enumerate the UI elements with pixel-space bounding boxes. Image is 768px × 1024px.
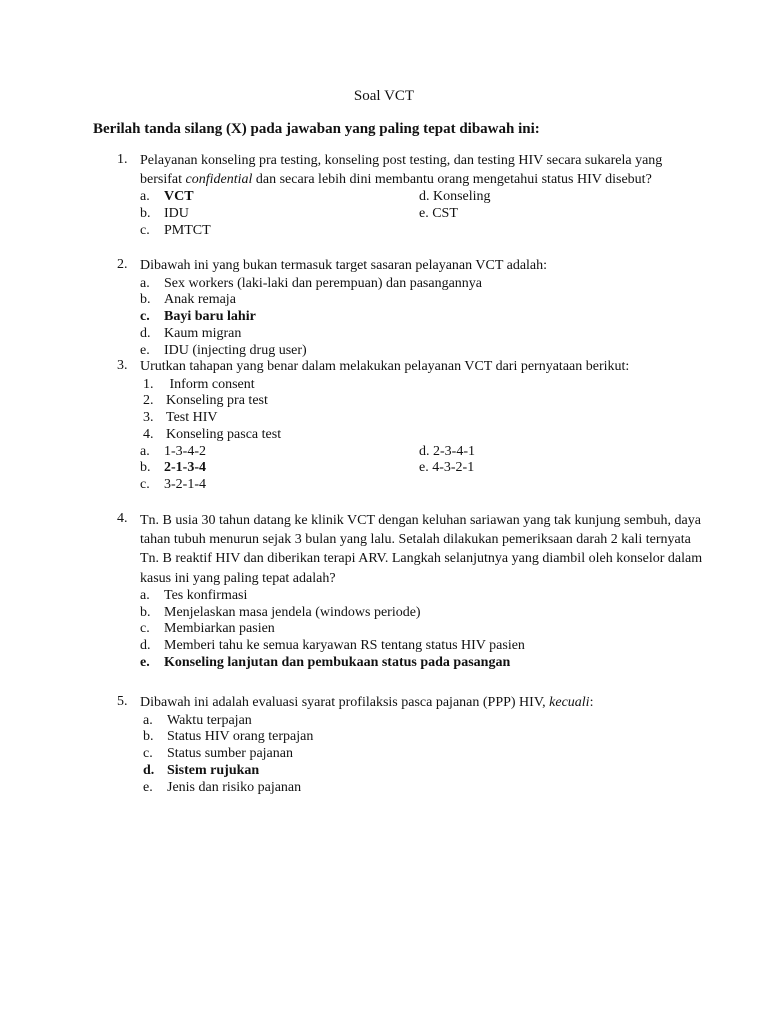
page-title: Soal VCT bbox=[353, 88, 415, 104]
step-text: Konseling pasca test bbox=[166, 426, 282, 442]
step-text: Inform consent bbox=[166, 376, 255, 392]
option-label: b. bbox=[143, 729, 154, 745]
option-label: d. bbox=[140, 638, 151, 654]
option-c[interactable] bbox=[140, 309, 707, 326]
step-item bbox=[140, 377, 707, 394]
option-text: IDU bbox=[164, 205, 189, 221]
option-text: Sistem rujukan bbox=[167, 762, 260, 778]
option-text: Membiarkan pasien bbox=[164, 621, 275, 637]
option-a[interactable] bbox=[140, 189, 707, 206]
option-e[interactable]: e. 4-3-2-1 bbox=[419, 460, 475, 476]
option-label: a. bbox=[140, 189, 150, 204]
option-text: Status HIV orang terpajan bbox=[167, 729, 314, 745]
option-d[interactable] bbox=[140, 638, 707, 655]
step-text: Test HIV bbox=[166, 410, 218, 426]
option-e[interactable] bbox=[140, 780, 707, 797]
option-label: d. bbox=[140, 325, 151, 341]
option-c[interactable] bbox=[140, 621, 707, 638]
option-text: Waktu terpajan bbox=[167, 712, 252, 728]
option-e[interactable]: e. CST bbox=[419, 205, 458, 221]
option-label: b. bbox=[140, 292, 151, 308]
question-stem bbox=[140, 694, 707, 713]
stem-italic: confidential bbox=[185, 171, 253, 187]
stem-italic: kecuali bbox=[549, 695, 590, 710]
option-label: e. bbox=[143, 779, 153, 795]
option-label: b. bbox=[140, 460, 151, 476]
step-label: 4. bbox=[143, 426, 154, 442]
question-number: 5. bbox=[117, 694, 128, 709]
option-c[interactable] bbox=[140, 477, 707, 494]
step-item bbox=[140, 427, 707, 444]
option-label: c. bbox=[140, 621, 150, 637]
option-a[interactable] bbox=[140, 588, 707, 605]
option-label: c. bbox=[140, 309, 150, 325]
step-text: Konseling pra test bbox=[166, 393, 268, 409]
option-a[interactable] bbox=[140, 276, 707, 293]
stem-text: : bbox=[589, 695, 594, 710]
option-text: Tes konfirmasi bbox=[164, 587, 248, 603]
option-d[interactable]: d. 2-3-4-1 bbox=[419, 443, 475, 459]
options bbox=[140, 588, 707, 672]
option-label: e. bbox=[140, 655, 150, 670]
option-text: Bayi baru lahir bbox=[164, 309, 256, 325]
option-text: IDU (injecting drug user) bbox=[164, 342, 307, 358]
step-item bbox=[140, 393, 707, 410]
option-text: Jenis dan risiko pajanan bbox=[167, 779, 302, 795]
options bbox=[140, 189, 707, 239]
question-stem bbox=[140, 152, 707, 189]
stem-text: Pelayanan konseling pra testing, konseling post testing, dan testing HIV secara sukarela yang bersifat bbox=[140, 153, 663, 187]
question-number: 4. bbox=[117, 511, 128, 526]
option-label: d. bbox=[143, 762, 155, 778]
option-b[interactable] bbox=[140, 292, 707, 309]
option-a[interactable] bbox=[140, 713, 707, 730]
question-2 bbox=[117, 257, 707, 359]
option-label: a. bbox=[143, 712, 153, 728]
option-text: 3-2-1-4 bbox=[164, 477, 206, 493]
option-label: a. bbox=[140, 275, 150, 291]
option-text: PMTCT bbox=[164, 222, 211, 238]
option-text: Status sumber pajanan bbox=[167, 746, 293, 762]
step-label: 3. bbox=[143, 410, 154, 426]
options bbox=[140, 444, 707, 494]
option-b[interactable] bbox=[140, 460, 707, 477]
question-stem: Tn. B usia 30 tahun datang ke klinik VCT dengan keluhan sariawan yang tak kunjung sembuh, daya tahan tubuh menurun sejak 3 bulan yang lalu. Setalah dilakukan pemeriksaan darah 2 kali ternyata Tn. B reaktif HIV dan diberikan terapi ARV. Langkah selanjutnya yang diambil oleh konselor dalam kasus ini yang paling tepat adalah? bbox=[140, 513, 703, 586]
option-text: Konseling lanjutan dan pembukaan status pada pasangan bbox=[164, 655, 511, 670]
question-4 bbox=[117, 511, 707, 672]
options bbox=[140, 713, 707, 797]
option-label: a. bbox=[140, 443, 150, 459]
option-c[interactable] bbox=[140, 223, 707, 240]
option-label: b. bbox=[140, 604, 151, 620]
option-text: 1-3-4-2 bbox=[164, 443, 206, 459]
option-text: Memberi tahu ke semua karyawan RS tentang status HIV pasien bbox=[164, 638, 525, 654]
option-label: c. bbox=[140, 222, 150, 238]
option-label: b. bbox=[140, 205, 151, 221]
option-text: Kaum migran bbox=[164, 325, 242, 341]
option-text: VCT bbox=[164, 189, 194, 204]
option-d[interactable]: d. Konseling bbox=[419, 189, 491, 204]
option-label: c. bbox=[143, 746, 153, 762]
option-e[interactable] bbox=[140, 655, 707, 672]
option-text: Menjelaskan masa jendela (windows periode) bbox=[164, 604, 421, 620]
option-text: Sex workers (laki-laki dan perempuan) dan pasangannya bbox=[164, 275, 482, 291]
option-label: e. bbox=[140, 342, 150, 358]
option-d[interactable] bbox=[140, 763, 707, 780]
step-item bbox=[140, 410, 707, 427]
options bbox=[140, 276, 707, 360]
step-label: 1. bbox=[143, 376, 154, 392]
steps-list bbox=[140, 377, 707, 444]
option-c[interactable] bbox=[140, 746, 707, 763]
option-label: c. bbox=[140, 477, 150, 493]
question-number: 3. bbox=[117, 358, 128, 373]
option-b[interactable] bbox=[140, 605, 707, 622]
question-number: 1. bbox=[117, 152, 128, 167]
option-b[interactable] bbox=[140, 729, 707, 746]
option-a[interactable] bbox=[140, 444, 707, 461]
question-3 bbox=[117, 358, 707, 494]
question-stem: Urutkan tahapan yang benar dalam melakukan pelayanan VCT dari pernyataan berikut: bbox=[140, 359, 630, 374]
stem-text: dan secara lebih dini membantu orang mengetahui status HIV disebut? bbox=[252, 171, 652, 187]
option-text: 2-1-3-4 bbox=[164, 460, 206, 476]
question-5 bbox=[117, 694, 707, 796]
option-d[interactable] bbox=[140, 326, 707, 343]
step-label: 2. bbox=[143, 393, 154, 409]
question-1 bbox=[117, 152, 707, 239]
question-number: 2. bbox=[117, 257, 128, 272]
instruction: Berilah tanda silang (X) pada jawaban yang paling tepat dibawah ini: bbox=[93, 121, 540, 137]
option-e[interactable] bbox=[140, 343, 707, 360]
option-b[interactable] bbox=[140, 206, 707, 223]
question-stem: Dibawah ini yang bukan termasuk target sasaran pelayanan VCT adalah: bbox=[140, 258, 548, 273]
option-text: Anak remaja bbox=[164, 292, 236, 308]
stem-text: Dibawah ini adalah evaluasi syarat profilaksis pasca pajanan (PPP) HIV, bbox=[140, 695, 550, 710]
option-label: a. bbox=[140, 587, 150, 603]
